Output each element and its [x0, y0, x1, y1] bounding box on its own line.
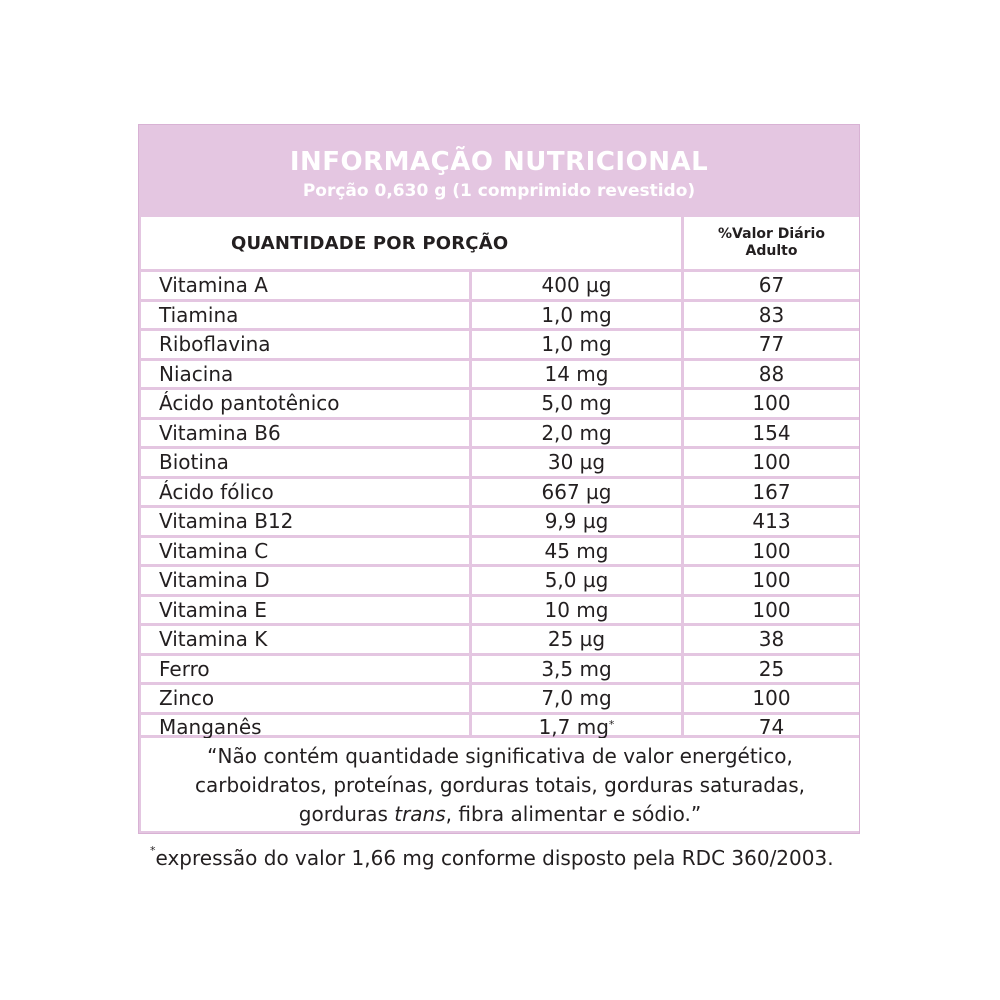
table-row	[139, 361, 859, 388]
nutrient-daily-value: 77	[684, 331, 859, 358]
nutrient-daily-value: 154	[684, 420, 859, 447]
nutrient-amount: 14 mg	[472, 361, 681, 388]
amount-value: 1,7 mg	[538, 714, 609, 739]
nutrient-amount: 667 µg	[472, 479, 681, 506]
table-row	[139, 479, 859, 506]
nutrient-name: Ácido fólico	[141, 479, 469, 506]
nutrient-name: Biotina	[141, 449, 469, 476]
nutrient-amount: 5,0 µg	[472, 567, 681, 594]
nutrient-name: Vitamina C	[141, 538, 469, 565]
nutrient-amount: 5,0 mg	[472, 390, 681, 417]
nutrient-daily-value: 25	[684, 656, 859, 683]
nutrient-amount: 25 µg	[472, 626, 681, 653]
table-row	[139, 420, 859, 447]
nutrient-name: Ferro	[141, 656, 469, 683]
table-row	[139, 597, 859, 624]
note-line: “Não contém quantidade significativa de valor energético,	[207, 744, 793, 768]
nutrient-daily-value: 83	[684, 302, 859, 329]
asterisk-mark: *	[608, 717, 615, 731]
table-row	[139, 272, 859, 299]
table-row	[139, 538, 859, 565]
nutrient-amount: 400 µg	[472, 272, 681, 299]
nutrient-daily-value: 100	[684, 449, 859, 476]
nutrient-daily-value: 100	[684, 685, 859, 712]
nutrient-name: Vitamina K	[141, 626, 469, 653]
nutrient-name: Zinco	[141, 685, 469, 712]
table-row	[139, 302, 859, 329]
nutrient-amount: 10 mg	[472, 597, 681, 624]
nutrient-name: Tiamina	[141, 302, 469, 329]
note-text: , fibra alimentar e sódio.”	[445, 802, 702, 826]
manganese-footnote	[150, 846, 870, 870]
table-row	[139, 685, 859, 712]
column-header-quantity: QUANTIDADE POR PORÇÃO	[141, 217, 681, 269]
not-significant-note	[141, 738, 859, 831]
nutrient-amount: 1,0 mg	[472, 331, 681, 358]
nutrient-name: Riboflavina	[141, 331, 469, 358]
table-row	[139, 567, 859, 594]
label-title: INFORMAÇÃO NUTRICIONAL	[289, 147, 709, 177]
nutrient-daily-value: 38	[684, 626, 859, 653]
column-header-daily-value	[684, 217, 859, 269]
nutrient-amount: 1,0 mg	[472, 302, 681, 329]
nutrient-daily-value: 100	[684, 567, 859, 594]
table-row	[139, 626, 859, 653]
note-line	[141, 800, 859, 829]
nutrient-daily-value: 100	[684, 390, 859, 417]
table-row	[139, 449, 859, 476]
nutrient-name: Vitamina A	[141, 272, 469, 299]
nutrient-daily-value: 100	[684, 538, 859, 565]
nutrition-facts-label	[138, 124, 860, 834]
nutrient-amount: 7,0 mg	[472, 685, 681, 712]
nutrient-name: Niacina	[141, 361, 469, 388]
daily-value-header-line2: Adulto	[745, 243, 798, 259]
nutrient-amount: 45 mg	[472, 538, 681, 565]
nutrient-amount: 2,0 mg	[472, 420, 681, 447]
nutrient-daily-value: 88	[684, 361, 859, 388]
nutrient-name: Manganês	[141, 715, 469, 736]
nutrient-daily-value: 413	[684, 508, 859, 535]
nutrient-name: Vitamina B12	[141, 508, 469, 535]
asterisk-mark: *	[150, 844, 156, 857]
note-italic-text: trans	[394, 802, 446, 826]
table-row	[139, 390, 859, 417]
table-row	[139, 714, 859, 739]
nutrient-daily-value: 67	[684, 272, 859, 299]
nutrient-amount: 9,9 µg	[472, 508, 681, 535]
daily-value-header-line1: %Valor Diário	[718, 226, 825, 242]
note-text: gorduras	[298, 802, 395, 826]
table-row	[139, 331, 859, 358]
nutrient-amount	[472, 714, 681, 739]
nutrient-amount: 30 µg	[472, 449, 681, 476]
nutrient-name: Vitamina E	[141, 597, 469, 624]
label-header	[139, 125, 859, 217]
serving-size: Porção 0,630 g (1 comprimido revestido)	[302, 181, 696, 201]
nutrient-name: Vitamina D	[141, 567, 469, 594]
footnote-text: expressão do valor 1,66 mg conforme disposto pela RDC 360/2003.	[155, 846, 834, 870]
note-line: carboidratos, proteínas, gorduras totais, gorduras saturadas,	[195, 773, 805, 797]
nutrient-name: Ácido pantotênico	[141, 390, 469, 417]
table-row	[139, 508, 859, 535]
nutrient-daily-value: 167	[684, 479, 859, 506]
nutrient-amount: 3,5 mg	[472, 656, 681, 683]
nutrient-daily-value: 100	[684, 597, 859, 624]
table-row	[139, 656, 859, 683]
nutrient-daily-value: 74	[684, 715, 859, 736]
nutrient-name: Vitamina B6	[141, 420, 469, 447]
